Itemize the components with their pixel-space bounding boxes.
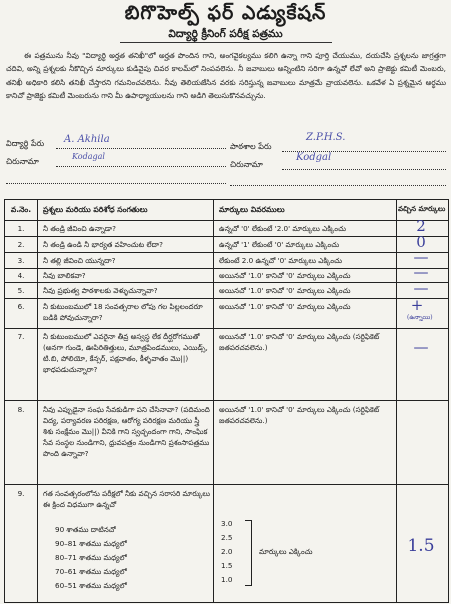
- address-value[interactable]: Kodagal: [72, 152, 105, 161]
- row-9-band-mark: 1.5: [221, 561, 233, 570]
- school-address-label: చిరునామా: [230, 160, 263, 169]
- row-4-number: 4.: [17, 271, 25, 280]
- row-line: [5, 220, 448, 221]
- row-9-band: 60–51 శాతము మధ్యలో: [55, 581, 127, 590]
- col-divider-3: [396, 200, 397, 602]
- row-3-number: 3.: [17, 256, 25, 265]
- row-5-question: నీవు ప్రభుత్వ పాఠశాలకు వెళ్ళుచున్నావా?: [43, 286, 158, 295]
- col-divider-2: [213, 200, 214, 602]
- student-name-value[interactable]: A. Akhila: [64, 134, 110, 145]
- header-questions: ప్రశ్నలు మరియు పరిశోధ సంగతులు: [43, 205, 148, 214]
- row-line: [5, 282, 448, 283]
- address-label: చిరునామా: [6, 157, 39, 166]
- row-7-score[interactable]: —: [413, 338, 429, 356]
- row-9-number: 9.: [17, 489, 25, 498]
- row-line: [5, 298, 448, 299]
- student-name-line: [56, 148, 226, 149]
- row-5-marks: అయినచో '1.0' కానిచో '0' మార్కులు ఎక్కించు: [219, 286, 351, 295]
- row-line: [5, 400, 448, 401]
- header-marks-details: మార్కులు వివరములు: [219, 205, 285, 214]
- row-9-band: 90–81 శాతము మధ్యలో: [55, 539, 127, 548]
- row-1-score[interactable]: 2: [416, 217, 426, 235]
- row-line: [5, 268, 448, 269]
- row-4-score[interactable]: —: [413, 263, 429, 281]
- col-divider-1: [37, 200, 38, 602]
- row-9-band-mark: 2.5: [221, 533, 233, 542]
- row-3-score[interactable]: —: [413, 248, 429, 266]
- screening-table: [4, 199, 449, 603]
- row-9-question: గత సంవత్సరంలోను పరీక్షలో నీకు వచ్చిన సరాసరి మార్కులు ఈ క్రింద విధముగా ఉన్నచో: [43, 489, 211, 509]
- row-1-question: నీ తండ్రి జీవించి ఉన్నాడా?: [43, 224, 116, 233]
- row-9-band: 80–71 శాతము మధ్యలో: [55, 553, 127, 562]
- row-line: [5, 236, 448, 237]
- row-2-marks: ఉన్నచో '1' లేకుంటే '0' మార్కులు ఎక్కించు: [219, 240, 340, 249]
- row-6-score-note: (ఉన్నాయి): [407, 314, 433, 321]
- page-title: బిగొహెల్ప్ ఫర్ ఎడ్యుకేషన్: [124, 2, 327, 24]
- row-9-band-mark: 2.0: [221, 547, 233, 556]
- row-6-marks: అయినచో '1.0' కానిచో '0' మార్కులు ఎక్కించు: [219, 302, 351, 311]
- subtitle-underline: [120, 42, 332, 43]
- row-1-marks: ఉన్నచో '0' లేకుంటే '2.0' మార్కులు ఎక్కించు: [219, 224, 346, 233]
- page-subtitle: విద్యార్థి క్రీనింగ్ పరీక్ష పత్రము: [168, 28, 283, 40]
- row-6-score[interactable]: +: [410, 296, 424, 314]
- row-2-score[interactable]: 0: [416, 233, 426, 251]
- row-8-question: నీవు ఎప్పుడైనా సంఘ సేవకుడిగా పని చేసినావా? (పదిమంది విద్య, పర్యావరణ పరిరక్షణ, ఆరోగ్య పరిరక్షణ మరియు స్త్రీ శిశు సంక్షేమం మొ||) వీనికి గాని స్వచ్ఛందంగా గాని, సాంఘిక సేవ సంస్థల నుండిగాని, ధ్రువపత్రం నుండిగాని ప్రశంసాపత్రము పొంది ఉన్నావా?: [43, 405, 210, 458]
- row-7-marks: అయినచో '1.0' కానిచో '0' మార్కులు ఎక్కించు (సర్టిఫికెట్ జతపరచవలెను.): [219, 332, 380, 352]
- school-name-label: పాఠశాల పేరు: [230, 142, 272, 151]
- intro-paragraph: ఈ పత్రమును నీవు "విద్యార్థి అర్హత తనిఖీ"లో అర్హత పొందిన గాని, అంగవైకల్యము కలిగి ఉన్నా గాని పూర్తి చేయుము, దయచేసి ప్రశ్నలను జాగ్రత్తగా చదివి, అన్ని ప్రశ్నలకు నీకొచ్చిన మార్కులు కుడివైపు చివర కాలమ్‌లో నింపవలెను. నీ జవాబులు అన్నింటిని సరిగా ఉన్నవో లేవో అని ప్రాజెక్టు కమిటీ మెంబరు, తనిఖీ అధికారి కలిసి తనిఖీ చేస్తారని గమనించవలెను. నీవు తెలియజేసిన వరకు సరిస్తున్న జవాబులు మాత్రమే వ్రాయవలెను. ఒకవేళ ఏ ప్రశ్నమైన అర్థము కానిచో ప్రాజెక్టు కమిటీ మెంబరును గాని మీ ఉపాధ్యాయులను గాని అడిగి తెలుసుకొనవచ్చును.: [6, 51, 446, 100]
- row-5-score[interactable]: —: [413, 279, 429, 297]
- row-5-number: 5.: [17, 286, 25, 295]
- row-9-marks: మార్కులు ఎక్కించు: [259, 547, 313, 556]
- row-6-number: 6.: [17, 302, 25, 311]
- row-9-brace: [245, 520, 252, 586]
- row-8-number: 8.: [17, 405, 25, 414]
- row-line: [5, 328, 448, 329]
- row-1-number: 1.: [17, 224, 25, 233]
- header-serial: వ.నెం.: [10, 205, 32, 214]
- school-address-line: [282, 169, 446, 170]
- row-6-question: నీ కుటుంబములో 18 సంవత్సరాల లోపు గల పిల్లలందరూ బడికి పోవుచున్నారా?: [43, 302, 203, 322]
- row-8-marks: అయినచో '1.0' కానిచో '0' మార్కులు ఎక్కించు (సర్టిఫికెట్ జతపరచవలెను.): [219, 405, 380, 425]
- row-2-number: 2.: [17, 240, 25, 249]
- school-address-value[interactable]: Kodgal: [296, 152, 332, 163]
- row-line: [5, 484, 448, 485]
- row-9-band-mark: 1.0: [221, 575, 233, 584]
- row-4-marks: అయినచో '1.0' కానిచో '0' మార్కులు ఎక్కించు: [219, 271, 351, 280]
- row-7-number: 7.: [17, 332, 25, 341]
- header-marks-obtained: వచ్చిన మార్కులు: [398, 205, 446, 213]
- row-9-band-mark: 3.0: [221, 519, 233, 528]
- row-line: [5, 252, 448, 253]
- row-9-score[interactable]: 1.5: [407, 536, 435, 556]
- school-name-value[interactable]: Z.P.H.S.: [306, 132, 346, 143]
- row-2-question: నీ తండ్రి ఉండి నీ భార్యత వహించుట లేదా?: [43, 240, 163, 249]
- address-line-2: [6, 183, 226, 184]
- row-3-question: నీ తల్లి జీవించి యున్నదా?: [43, 256, 116, 265]
- address-line: [56, 166, 226, 167]
- row-4-question: నీవు బాలికవా?: [43, 271, 86, 280]
- row-9-band: 90 శాతము దాటినచో: [55, 525, 116, 534]
- row-7-question: నీ కుటుంబములో ఎవరైనా తీవ్ర అస్వస్థ లేక దీర్ఘరోగముతో (అనగా గుండె, ఊపిరితిత్తులు, మూత్రపిండములు, ఎయిడ్స్, టి.బి, పోలియో, కేన్సర్, పక్షవాతం, కీళ్ళవాతం మొ||) భాధపడుచున్నారా?: [43, 332, 208, 374]
- school-address-line-2: [230, 185, 446, 186]
- student-name-label: విద్యార్థి పేరు: [6, 139, 45, 148]
- row-9-band: 70–61 శాతము మధ్యలో: [55, 567, 127, 576]
- row-3-marks: లేకుంటే 2.0 ఉన్నచో '0' మార్కులు ఎక్కించు: [219, 256, 342, 265]
